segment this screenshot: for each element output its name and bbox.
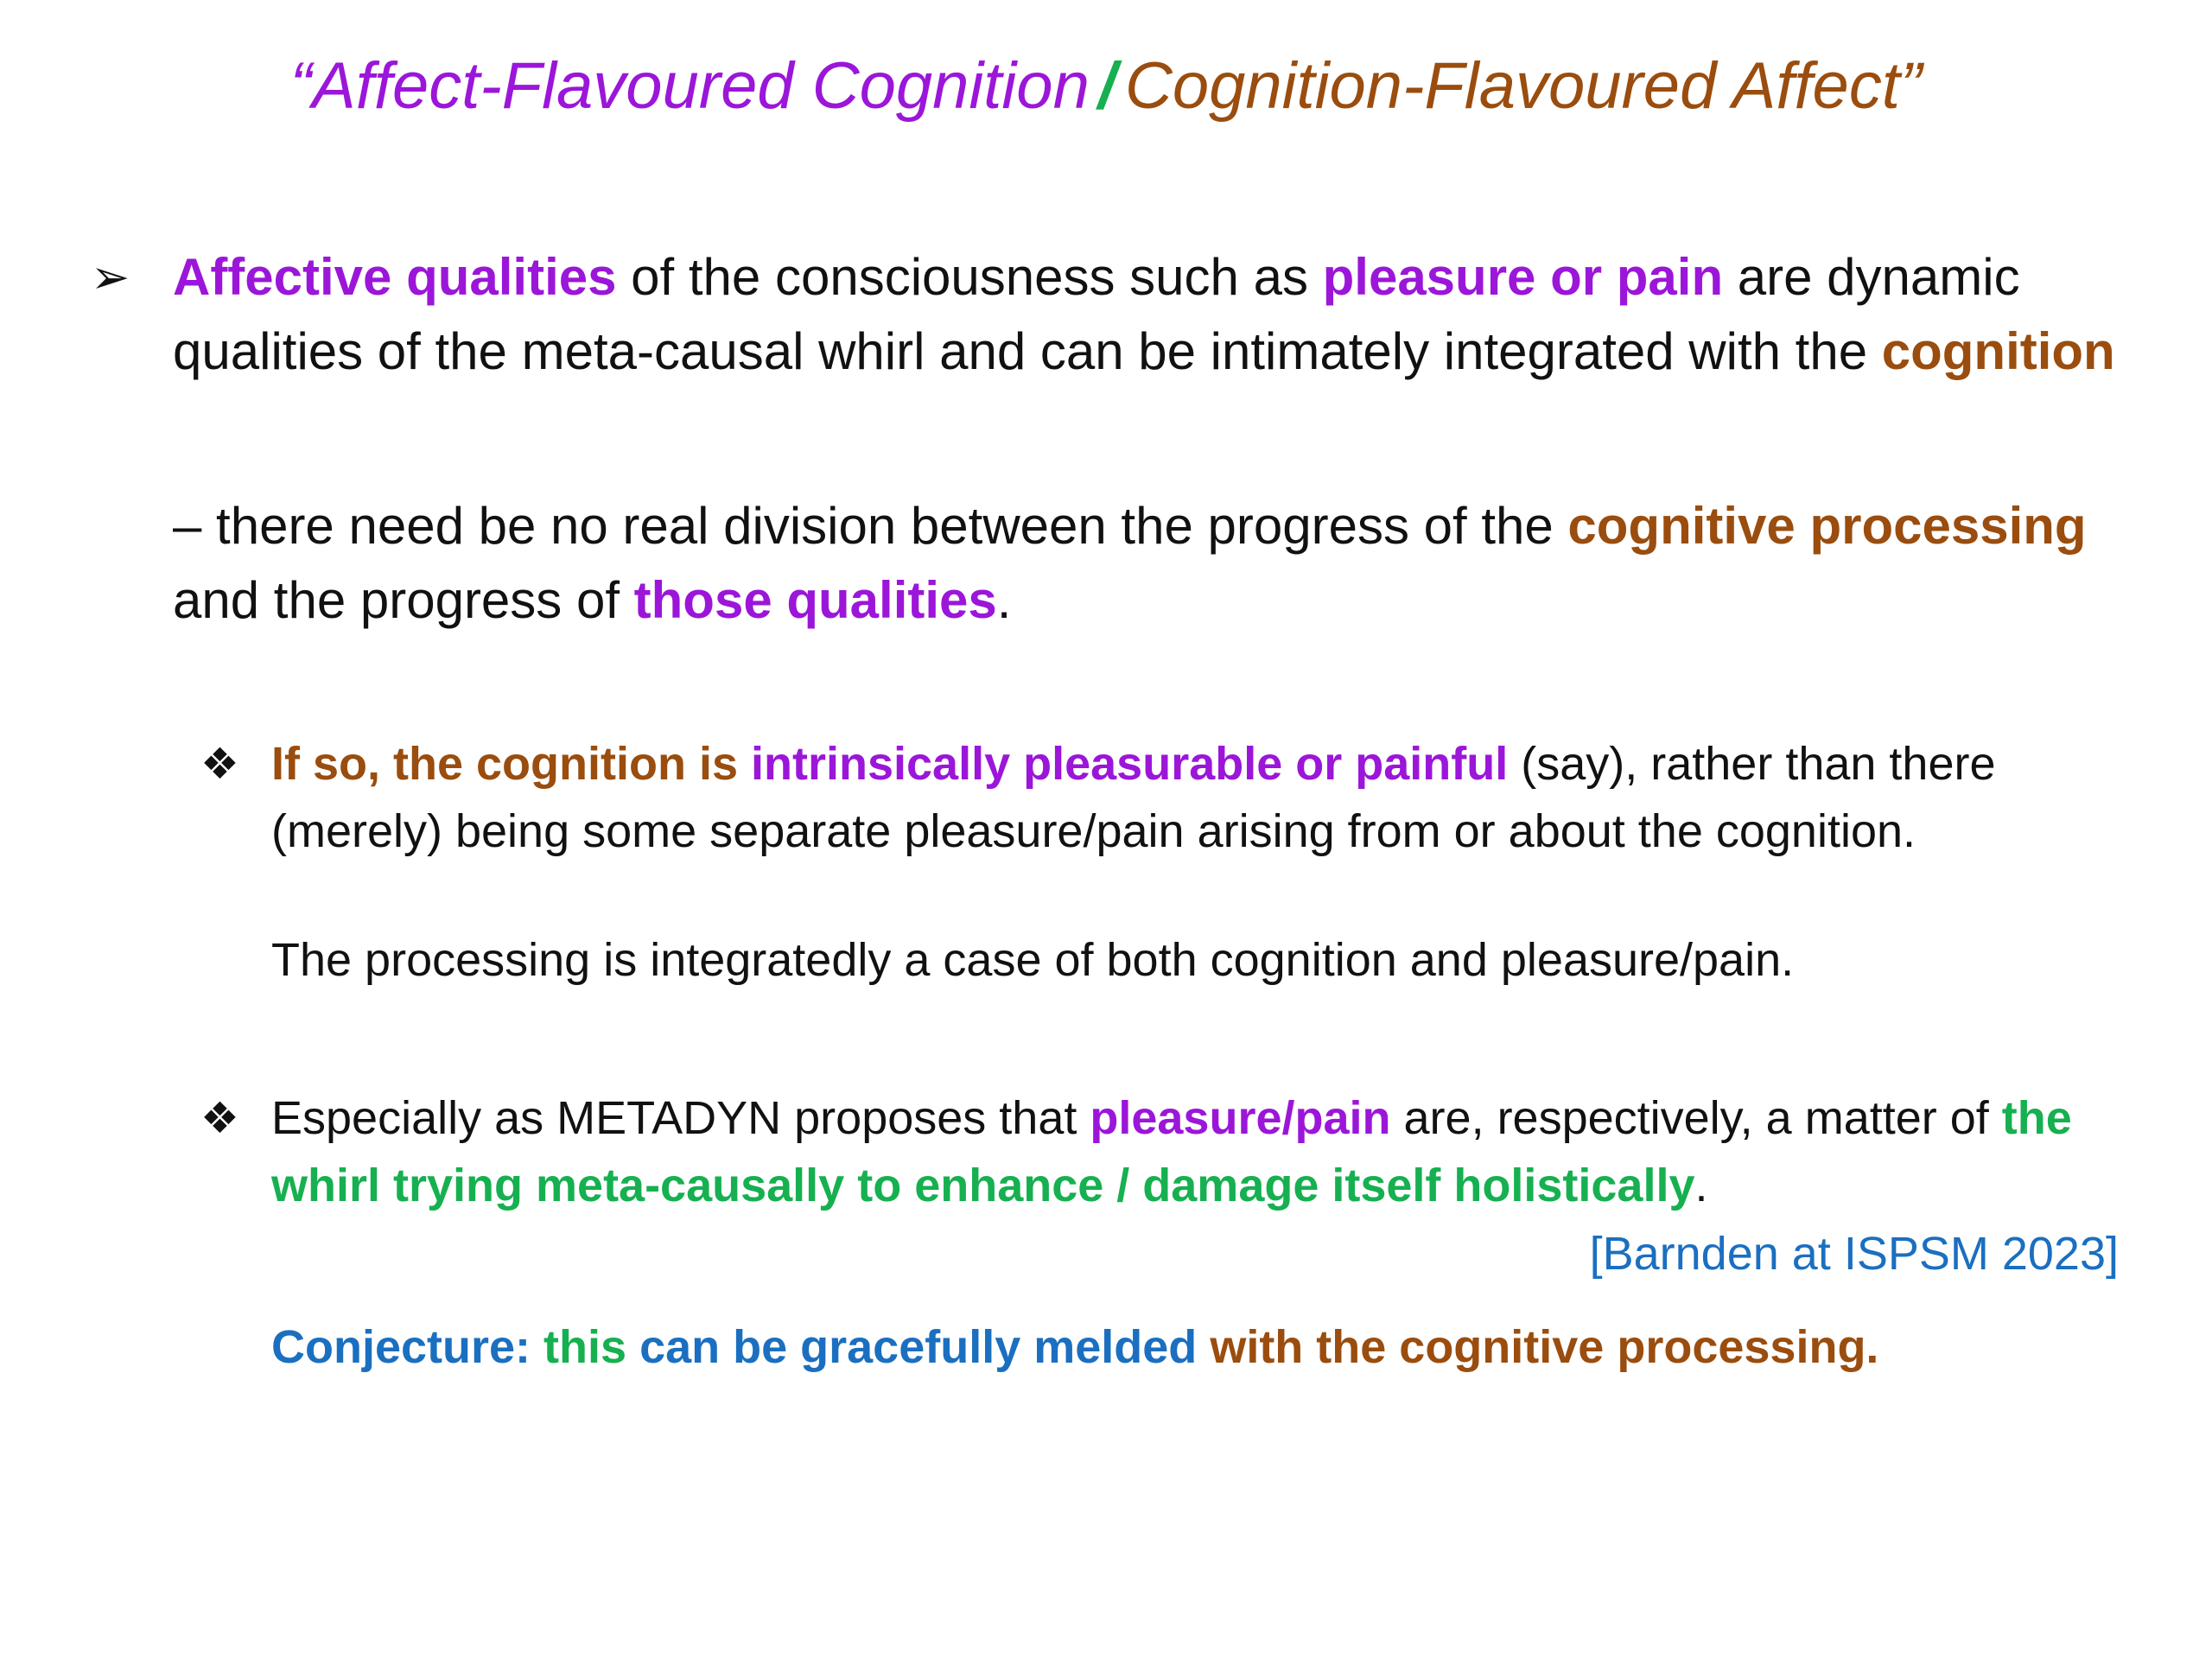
dash-paragraph-segment: – there need be no real division between the progress of the xyxy=(173,497,1568,555)
sub-bullet-text xyxy=(271,730,2145,865)
arrow-bullet-icon: ➢ xyxy=(91,251,130,303)
conjecture-this: this xyxy=(543,1321,627,1373)
sub-bullet-text xyxy=(271,1084,2145,1219)
affective-qualities-phrase: Affective qualities xyxy=(173,248,617,306)
sub-bullet-segment: are, respectively, a matter of xyxy=(1390,1092,2002,1144)
intrinsically-pleasurable-phrase: intrinsically pleasurable or painful xyxy=(751,738,1509,790)
cognitive-processing-phrase: cognitive processing xyxy=(1567,497,2087,555)
title-slash: / xyxy=(1097,49,1116,123)
main-bullet-text xyxy=(173,240,2139,389)
dash-paragraph xyxy=(173,489,2117,638)
sub-bullet-segment: Especially as METADYN proposes that xyxy=(271,1092,1090,1144)
sub-bullet-metadyn xyxy=(200,1084,2145,1219)
sub-bullet-if-so xyxy=(200,730,2145,865)
slide-title xyxy=(0,50,2212,123)
title-part-affect-flavoured: “Affect-Flavoured Cognition xyxy=(289,49,1090,123)
conjecture-cognitive-processing: with the cognitive processing. xyxy=(1210,1321,1879,1373)
pleasure-or-pain-phrase: pleasure or pain xyxy=(1322,248,1724,306)
those-qualities-phrase: those qualities xyxy=(633,571,997,629)
if-so-phrase: If so, the cognition is xyxy=(271,738,752,790)
dash-paragraph-period: . xyxy=(996,571,1012,629)
conjecture-melded: can be gracefully melded xyxy=(626,1321,1211,1373)
main-bullet-segment: of the consciousness such as xyxy=(616,248,1323,306)
processing-statement: The processing is integratedly a case of both cognition and pleasure/pain. xyxy=(271,934,1795,986)
cognition-phrase: cognition xyxy=(1881,322,2115,380)
conjecture-line xyxy=(271,1313,1878,1381)
main-bullet-segment: are dynamic qualities of the meta-causal whirl and can be intimately integrated with the xyxy=(173,248,2020,380)
main-bullet xyxy=(91,240,2139,389)
diamond-bullet-icon: ❖ xyxy=(200,1094,239,1142)
title-part-cognition-flavoured: Cognition-Flavoured Affect” xyxy=(1124,49,1923,123)
diamond-bullet-icon: ❖ xyxy=(200,740,239,788)
conjecture-label: Conjecture: xyxy=(271,1321,544,1373)
sub-bullet-segment: (say), rather than there (merely) being some separate pleasure/pain arising from or about the cognition. xyxy=(271,738,1996,857)
sub-bullet-period: . xyxy=(1694,1160,1708,1211)
pleasure-pain-phrase: pleasure/pain xyxy=(1090,1092,1391,1144)
citation: [Barnden at ISPSM 2023] xyxy=(1589,1228,2119,1280)
whirl-trying-phrase: the whirl trying meta-causally to enhance / damage itself holistically xyxy=(271,1092,2072,1211)
dash-paragraph-segment: and the progress of xyxy=(173,571,634,629)
